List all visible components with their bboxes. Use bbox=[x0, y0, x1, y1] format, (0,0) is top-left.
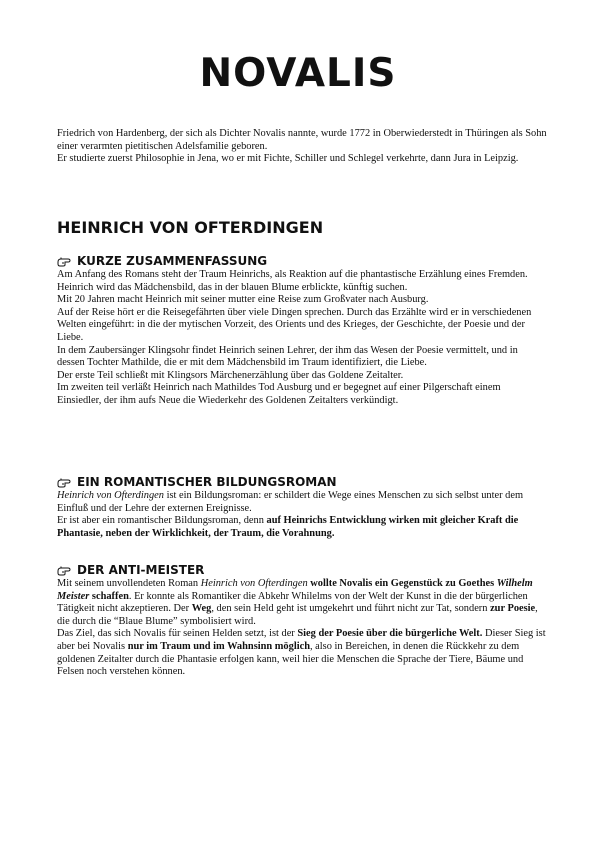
section-heading-text: DER ANTI-MEISTER bbox=[77, 563, 205, 577]
hand-pointing-bullet-icon bbox=[57, 476, 71, 488]
section-antimeister bbox=[57, 563, 547, 679]
paragraph: Der erste Teil schließt mit Klingsors Märchenerzählung über das Goldene Zeitalter. bbox=[57, 369, 404, 381]
text-run: Das Ziel, das sich Novalis für seinen Helden setzt, ist der bbox=[57, 628, 298, 640]
book-title-italic: Heinrich von Ofterdingen bbox=[200, 578, 308, 589]
intro-paragraph: Friedrich von Hardenberg, der sich als Dichter Novalis nannte, wurde 1772 in Oberwiederstedt in Thüringen als Sohn einer verarmten pietitischen Adelsfamilie geboren. bbox=[57, 128, 547, 152]
section-heading-text: EIN ROMANTISCHER BILDUNGSROMAN bbox=[77, 475, 337, 489]
paragraph bbox=[57, 578, 547, 628]
page-title: NOVALIS bbox=[199, 51, 397, 96]
emphasis-bold: auf Heinrichs Entwicklung wirken mit gleicher Kraft die Phantasie, neben der Wirklichkeit, der Traum, die Vorahnung. bbox=[57, 515, 519, 539]
text-run: , also in Bereichen, in denen die Rückkehr zu dem goldenen Zeitalter durch die Phantasie erfolgen kann, weil hier die Menschen die Sprache der Tiere, Bäume und Felsen noch verstehen können. bbox=[57, 640, 524, 678]
section-body bbox=[57, 269, 547, 408]
section-heading bbox=[57, 563, 547, 577]
work-title: HEINRICH VON OFTERDINGEN bbox=[57, 218, 324, 237]
text-run: , den sein Held geht ist umgekehrt und führt nicht zur Tat, sondern bbox=[211, 603, 491, 615]
section-bildungsroman bbox=[57, 475, 547, 540]
section-heading bbox=[57, 475, 547, 489]
text-run: , die durch die “Blaue Blume” symbolisiert wird. bbox=[57, 603, 538, 627]
text-run: . Er konnte als Romantiker die Abkehr Whilelms von der Welt der Kunst in die der bürgerlichen Tätigkeit nicht akzeptieren. Der bbox=[57, 590, 528, 615]
paragraph: Im zweiten teil verläßt Heinrich nach Mathildes Tod Ausburg und er begegnet auf einer Pilgerschaft einem Einsiedler, der ihm aufs Neue die Wiederkehr des Goldenen Zeitalters verkündigt. bbox=[57, 382, 501, 406]
text-run: Dieser Sieg ist aber bei Novalis bbox=[57, 628, 546, 652]
section-body bbox=[57, 578, 547, 679]
emphasis-bold: schaffen bbox=[89, 590, 129, 602]
paragraph: Auf der Reise hört er die Reisegefährten über viele Dingen sprechen. Durch das Erzählte wird er in verschiedenen Welten eingeführt: in die der mytischen Vorzeit, des Orients und des Krieges, der Geschichte, der Poesie und der Liebe. bbox=[57, 306, 532, 343]
section-heading bbox=[57, 254, 547, 268]
section-summary bbox=[57, 254, 547, 408]
paragraph bbox=[57, 628, 547, 678]
paragraph bbox=[57, 515, 547, 540]
paragraph: Am Anfang des Romans steht der Traum Heinrichs, als Reaktion auf die phantastische Erzählung eines Fremden. Heinrich wird das Mädchensbild, das in der blauen Blume erblickte, künftig suchen. bbox=[57, 269, 528, 293]
intro-paragraph: Er studierte zuerst Philosophie in Jena, wo er mit Fichte, Schiller und Schlegel verkehrte, dann Jura in Leipzig. bbox=[57, 153, 519, 165]
book-title-bold-italic: Wilhelm Meister bbox=[57, 578, 533, 602]
emphasis-bold: zur Poesie bbox=[490, 603, 536, 615]
paragraph bbox=[57, 490, 547, 515]
section-body bbox=[57, 490, 547, 540]
emphasis-bold: wollte Novalis ein Gegenstück zu Goethes bbox=[307, 578, 497, 589]
text-run: ist ein Bildungsroman: er schildert die Wege eines Menschen zu sich selbst unter dem Einfluß und der Lehre der externen Ereignisse. bbox=[57, 490, 524, 514]
book-title-italic: Heinrich von Ofterdingen bbox=[57, 490, 164, 501]
emphasis-bold: Sieg der Poesie über die bürgerliche Welt. bbox=[297, 628, 483, 640]
emphasis-bold: nur im Traum und im Wahnsinn möglich bbox=[127, 640, 310, 652]
emphasis-bold: Weg bbox=[191, 603, 212, 615]
text-run: Er ist aber ein romantischer Bildungsroman, denn bbox=[57, 515, 267, 527]
hand-pointing-bullet-icon bbox=[57, 255, 71, 267]
paragraph: In dem Zaubersänger Klingsohr findet Heinrich seinen Lehrer, der ihm das Wesen der Poesie vermittelt, und in dessen Tochter Mathilde, die er mit dem Mädchensbild im Traum identifiziert, die Liebe. bbox=[57, 344, 518, 369]
hand-pointing-bullet-icon bbox=[57, 564, 71, 576]
intro-text bbox=[57, 128, 547, 166]
text-run: Mit seinem unvollendeten Roman bbox=[57, 578, 201, 589]
section-heading-text: KURZE ZUSAMMENFASSUNG bbox=[77, 254, 268, 268]
paragraph: Mit 20 Jahren macht Heinrich mit seiner mutter eine Reise zum Großvater nach Ausburg. bbox=[57, 294, 429, 306]
